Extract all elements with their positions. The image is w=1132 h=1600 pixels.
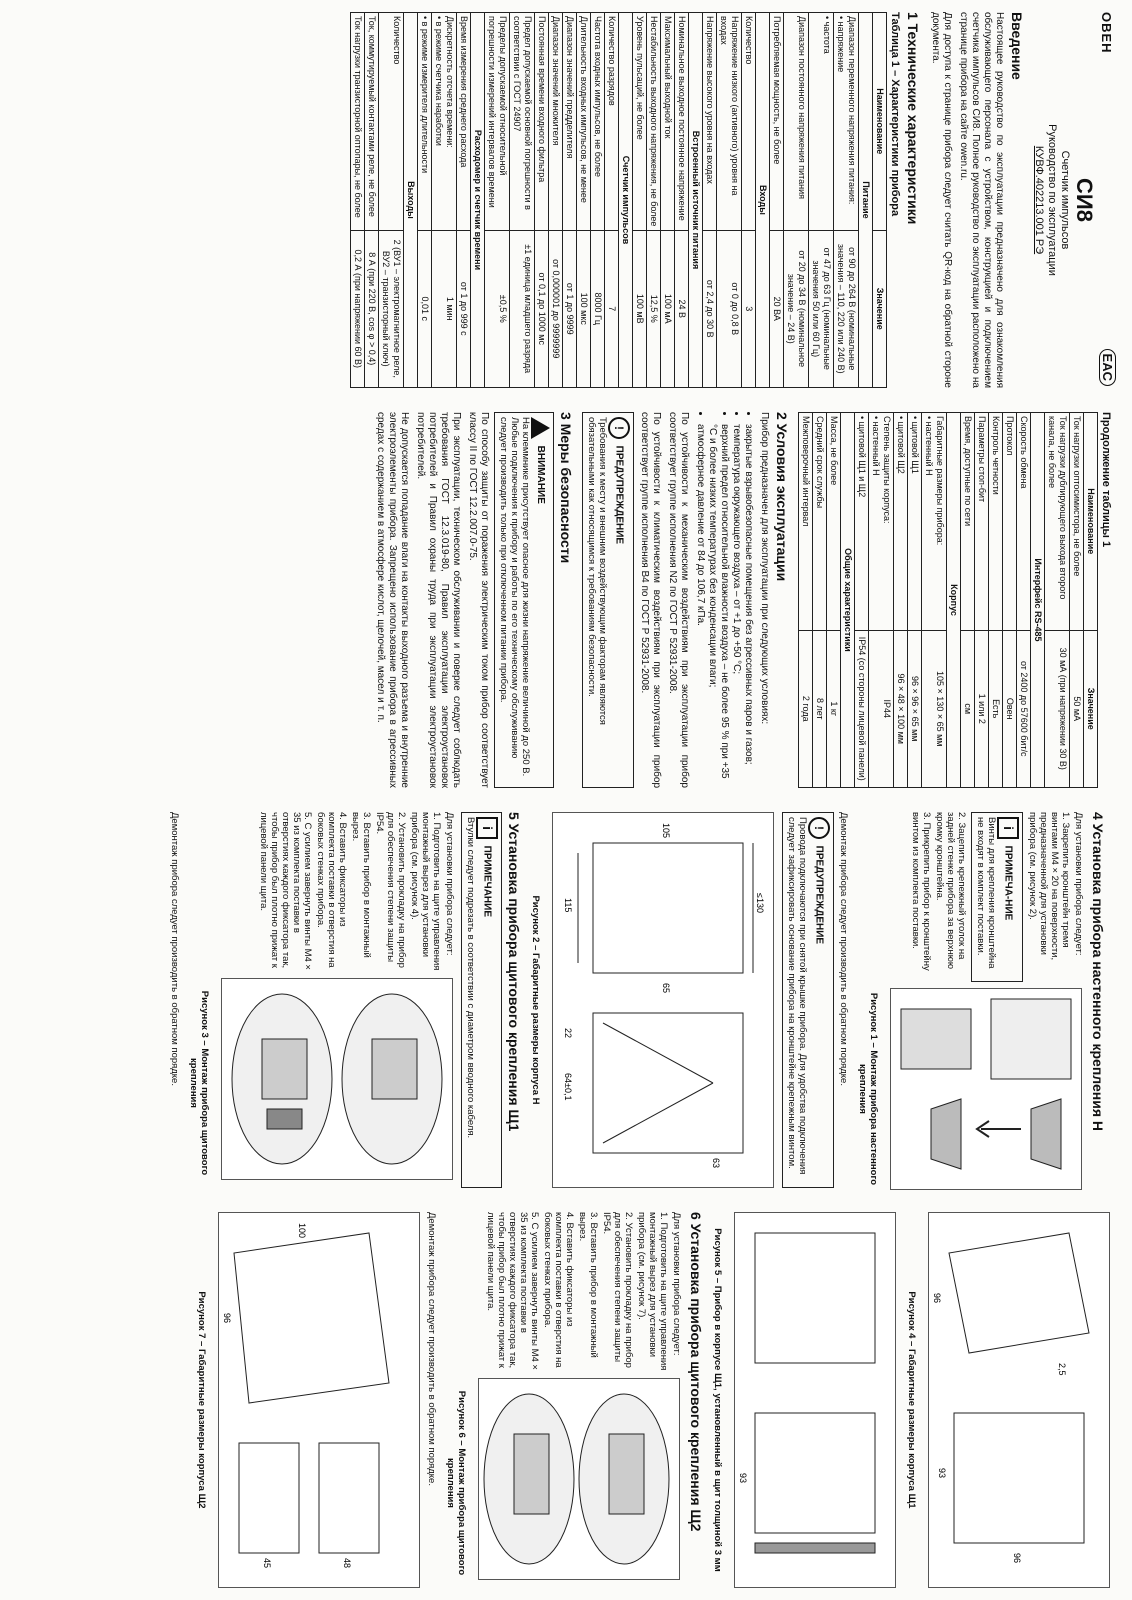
spec-value-cell: 100 мА (661, 230, 675, 388)
col-value-header: Значение (1084, 630, 1098, 788)
section-1-heading: 1 Технические характеристики (905, 12, 921, 225)
spec-row (365, 13, 379, 388)
dim-93-a: 93 (937, 1468, 947, 1479)
spec-name-cell: Нестабильность выходного напряжения, не более (647, 13, 661, 231)
spec-row (351, 13, 365, 388)
section-6-heading: 6 Установка прибора щитового крепления Щ2 (688, 1212, 704, 1532)
spec-name-cell: Номинальное выходное постоянное напряжение (675, 13, 689, 231)
warning-text-2: Провода подключаются при снятой крышке прибора. Для удобства подключения следует зафиксировать основание прибора на кронштейне крепежным винтом. (786, 817, 808, 1175)
spec-value-cell: от 2,4 до 30 В (703, 230, 717, 388)
document-title: СИ8 (1072, 178, 1097, 222)
figure-6-caption: Рисунок 6 – Монтаж прибора щитового крепления (445, 1390, 467, 1576)
spec-section-header: Входы (756, 13, 770, 388)
dim-115: 115 (563, 898, 573, 913)
eac-mark: EAC (1099, 349, 1116, 386)
spec-value-cell: от 2400 до 57600 бит/с (1017, 630, 1031, 788)
spec-row (1070, 413, 1084, 788)
section-5-step-3: 3. Вставить прибор в монтажный вырез. (350, 812, 372, 958)
column-4 (0, 1200, 1132, 1600)
condition-item: • температура окружающего воздуха – от +1 до +50 °С; (730, 424, 742, 788)
spec-value-cell: от 0,1 до 1000 мс (535, 230, 549, 388)
spec-row (689, 13, 703, 388)
warning-box (582, 412, 634, 788)
section-6-intro: Для установки прибора следует: (671, 1212, 682, 1356)
spec-name-cell: Время, доступные по сети (961, 413, 975, 631)
section-6-step-4: 4. Вставить фиксаторы из комплекта поставки в отверстия на боковых стенках прибора. (542, 1212, 575, 1368)
spec-row (404, 13, 418, 388)
figure-2-caption: Рисунок 2 – Габаритные размеры корпуса Н (530, 895, 541, 1105)
document-subtitle-2: Руководство по эксплуатации (1046, 124, 1058, 276)
spec-section-header: Встроенный источник питания (689, 13, 703, 388)
figure-4-caption: Рисунок 4 – Габаритные размеры корпуса Щ1 (906, 1291, 917, 1509)
dim-65: 65 (661, 983, 671, 994)
brand-logo: ОВЕН (1099, 12, 1114, 54)
spec-name-cell: • щитовой Щ1 (908, 413, 922, 631)
section-2-heading: 2 Условия эксплуатации (774, 412, 790, 582)
dim-2-5: 2,5 (1057, 1363, 1067, 1376)
table-1-caption: Таблица 1 – Характеристики прибора (889, 12, 901, 217)
spec-value-cell: от 0 до 0,8 В (717, 230, 742, 388)
spec-value-cell: IP54 (со стороны лицевой панели) (855, 630, 869, 788)
dim-93-b: 93 (738, 1473, 748, 1484)
spec-name-cell: Количество разрядов (605, 13, 619, 231)
spec-value-cell: 8 лет (813, 630, 827, 788)
spec-name-cell: Напряжение высокого уровня на входах (703, 13, 717, 231)
figure-7-dimensions-sh2 (218, 1212, 420, 1588)
spec-row (784, 13, 809, 388)
note-box (971, 812, 1023, 982)
spec-name-cell: Ток нагрузки транзисторной оптопары, не более (351, 13, 365, 231)
section-2-mechanical: По устойчивости к механическим воздействиям при эксплуатации прибор соответствует группе исполнения N2 по ГОСТ Р 52931-2008. (667, 412, 690, 788)
spec-name-cell: Дискретность отсчета времени: • в режиме счетчика наработки (432, 13, 457, 231)
spec-table-body (351, 13, 873, 388)
dim-48: 48 (342, 1558, 352, 1569)
figure-1-caption: Рисунок 1 – Монтаж прибора настенного крепления (857, 992, 879, 1186)
spec-value-cell: 7 (605, 230, 619, 388)
column-3 (0, 800, 1132, 1200)
spec-name-cell: Степень защиты корпуса: • настенный Н (869, 413, 894, 631)
spec-row (619, 13, 633, 388)
spec-name-cell: • в режиме измерителя длительности (418, 13, 432, 231)
table-1-cont-caption: Продолжение таблицы 1 (1100, 412, 1112, 548)
section-2-intro: Прибор предназначен для эксплуатации при следующих условиях: (759, 412, 770, 725)
spec-name-cell: Ток нагрузки оптосимистора, не более (1070, 413, 1084, 631)
spec-row (661, 13, 675, 388)
spec-value-cell: 1 кг (827, 630, 841, 788)
figure-3-caption: Рисунок 3 – Монтаж прибора щитового крепления (188, 990, 210, 1176)
intro-paragraph-2: Для доступа к странице прибора следует считать QR-код на обратной стороне документа. (930, 12, 953, 388)
spec-row (742, 13, 756, 388)
spec-section-header: Счетчик импульсов (619, 13, 633, 388)
section-2-climatic: По устойчивости к климатическим воздействиям при эксплуатации прибор соответствует группе исполнения В4 по ГОСТ Р 52931-2008. (639, 412, 662, 788)
spec-row (975, 413, 989, 788)
spec-name-cell: Диапазон постоянного напряжения питания (784, 13, 809, 231)
intro-paragraph-1: Настоящее руководство по эксплуатации предназначено для ознакомления обслуживающего персонала с устройством, конструкцией и подключением счетчика импульсов СИ8. Полное руководство по эксплуатации расположено на странице прибора на сайте owen.ru. (958, 12, 1005, 388)
warning-triangle-icon (531, 417, 550, 439)
spec-table-continued (798, 412, 1098, 788)
spec-name-cell: Ток, коммутируемый контактами реле, не более (365, 13, 379, 231)
spec-name-cell: Диапазон переменного напряжения питания: • напряжение (834, 13, 859, 231)
spec-row (605, 13, 619, 388)
spec-name-cell: Предел допускаемой основной погрешности в соответствии с ГОСТ 24907 (510, 13, 535, 231)
spec-name-cell: • щитовой Щ2 (894, 413, 908, 631)
spec-name-cell: Габаритные размеры прибора: • настенный Н (922, 413, 947, 631)
spec-name-cell: • щитовой Щ1 и Щ2 (855, 413, 869, 631)
section-5-step-4: 4. Вставить фиксаторы из комплекта поставки в отверстия на боковых стенках прибора. (315, 812, 348, 968)
spec-name-cell: Параметры стоп-бит (975, 413, 989, 631)
spec-section-header: Расходомер и счетчик времени (471, 13, 485, 388)
info-icon: i (997, 817, 1019, 839)
figure-4-dimensions-sh1 (928, 1212, 1110, 1588)
spec-section-header: Питание (859, 13, 873, 388)
spec-value-cell: 100 мкс (577, 230, 591, 388)
section-6-step-1: 1. Подготовить на щите управления монтажный вырез для установки прибора (см. рисунок 7). (636, 1212, 669, 1371)
dim-130: ≤130 (755, 893, 765, 913)
spec-row (633, 13, 647, 388)
spec-section-header: Интерфейс RS-485 (1031, 413, 1045, 788)
spec-row (799, 413, 813, 788)
dim-96-b: 96 (1012, 1553, 1022, 1564)
spec-value-cell: 24 В (675, 230, 689, 388)
spec-value-cell: ±0,5 % (485, 230, 510, 388)
section-6-closing: Демонтаж прибора следует производить в обратном порядке. (426, 1212, 437, 1486)
note-box-2 (461, 812, 502, 1188)
dim-105: 105 (661, 823, 671, 839)
figure-6-panel-mount-sh2 (478, 1378, 680, 1580)
condition-item: • закрытые взрывобезопасные помещения без агрессивных паров и газов; (742, 424, 754, 788)
spec-value-cell: 50 мА (1070, 630, 1084, 788)
section-3-heading: 3 Меры безопасности (558, 412, 574, 564)
dim-100: 100 (297, 1223, 307, 1239)
spec-value-cell: от 1 до 999 с (457, 230, 471, 388)
spec-section-header: Корпус (947, 413, 961, 788)
figure-5-caption: Рисунок 5 – Прибор в корпусе Щ1, установленный в щит толщиной 3 мм (712, 1228, 723, 1572)
spec-name-cell: Длительность входных импульсов, не менее (577, 13, 591, 231)
column-1 (0, 0, 1132, 400)
intro-heading: Введение (1009, 12, 1025, 80)
spec-row (563, 13, 577, 388)
spec-row (756, 13, 770, 388)
warning-heading: ПРЕДУПРЕЖДЕНИЕ (613, 445, 625, 545)
figure-3-panel-mount (221, 978, 453, 1180)
spec-row (647, 13, 661, 388)
spec-row (457, 13, 471, 388)
spec-value-cell: Есть (989, 630, 1003, 788)
section-5-closing: Демонтаж прибора следует производить в обратном порядке. (169, 812, 180, 1086)
warning-heading-2: ПРЕДУПРЕЖДЕНИЕ (813, 845, 825, 945)
dim-22: 22 (563, 1028, 573, 1039)
spec-value-cell: от 0,000001 до 9999999 (549, 230, 563, 388)
spec-name-cell: Диапазон значений предделителя (563, 13, 577, 231)
spec-value-cell: ±1 единица младшего разряда (510, 230, 535, 388)
spec-row (1031, 413, 1045, 788)
section-4-intro: Для установки прибора следует: (1073, 812, 1084, 956)
spec-row (591, 13, 605, 388)
spec-value-cell: 3 (742, 230, 756, 388)
spec-row (471, 13, 485, 388)
section-4-heading: 4 Установка прибора настенного крепления Н (1090, 812, 1106, 1132)
spec-row (549, 13, 563, 388)
spec-row (989, 413, 1003, 788)
conditions-list (694, 424, 754, 788)
spec-value-cell: 8 А (при 220 В, cos φ > 0,4) (365, 230, 379, 388)
dim-96-a: 96 (932, 1293, 942, 1304)
section-5-step-5: 5. С усилием завернуть винты М4 × 35 из комплекта поставки в отверстиях каждого фиксатора так, чтобы прибор был плотно прижат к лицевой панели щита. (258, 812, 313, 970)
section-5-heading: 5 Установка прибора щитового крепления Щ1 (506, 812, 522, 1132)
spec-value-cell: от 47 до 63 Гц (номинальные значения 50 или 60 Гц) (809, 230, 834, 388)
spec-row (922, 413, 947, 788)
section-6-step-5: 5. С усилием завернуть винты М4 × 35 из комплекта поставки в отверстиях каждого фиксатора так, чтобы прибор был плотно прижат к лицевой панели щита. (485, 1212, 540, 1370)
spec-value-cell: 105 × 130 × 65 мм (922, 630, 947, 788)
condition-item: • атмосферное давление от 84 до 106,7 кПа. (694, 424, 706, 788)
col-value-header: Значение (873, 230, 887, 388)
condition-item: • верхний предел относительной влажности воздуха – не более 95 % при +35 °С и более низких температурах без конденсации влаги; (706, 424, 730, 788)
spec-value-cell: от 90 до 264 В (номинальные значения – 110, 220 или 240 В) (834, 230, 859, 388)
spec-name-cell: Уровень пульсаций, не более (633, 13, 647, 231)
warning-text: Требования к месту и внешним воздействующим факторам являются обязательными как относящимся к требованиям безопасности. (586, 417, 608, 725)
info-icon: i (476, 817, 498, 839)
spec-row (535, 13, 549, 388)
spec-name-cell: Максимальный выходной ток (661, 13, 675, 231)
spec-row (418, 13, 432, 388)
spec-name-cell: Межповерочный интервал (799, 413, 813, 631)
spec-value-cell: 1 мин (432, 230, 457, 388)
note-heading: ПРИМЕЧА-НИЕ (1002, 845, 1014, 921)
spec-row (675, 13, 689, 388)
spec-row (855, 413, 869, 788)
col-name-header: Наименование (1084, 413, 1098, 631)
spec-value-cell: 96 × 48 × 100 мм (894, 630, 908, 788)
spec-row (869, 413, 894, 788)
spec-row (703, 13, 717, 388)
section-5-intro: Для установки прибора следует: (444, 812, 455, 956)
section-4-step-3: 3. Прикрепить прибор к кронштейну винтом из комплекта поставки. (910, 812, 932, 971)
spec-name-cell: Ток нагрузки дублирующего выхода второго канала, не более (1045, 413, 1070, 631)
spec-row (577, 13, 591, 388)
attention-heading: ВНИМАНИЕ (534, 445, 546, 504)
spec-row (1017, 413, 1031, 788)
section-5-step-2: 2. Установить прокладку на прибор для обеспечения степени защиты IP54. (374, 812, 407, 968)
spec-row (947, 413, 961, 788)
attention-text: На клеммнике присутствует опасное для жизни напряжение величиной до 250 В. Любые подключения к прибору и работы по его техническому обслуживанию следует производить только при отключенном питании прибора. (498, 417, 531, 777)
section-5-step-1: 1. Подготовить на щите управления монтажный вырез для установки прибора (см. рисунок 4). (409, 812, 442, 971)
spec-name-cell: Время измерения среднего расхода (457, 13, 471, 231)
col-name-header: Наименование (873, 13, 887, 231)
spec-row (770, 13, 784, 388)
section-4-step-1: 1. Закрепить кронштейн тремя винтами М4 × 20 на поверхности, предназначенной для установки прибора (см. рисунок 2). (1027, 812, 1071, 961)
spec-row (1045, 413, 1070, 788)
spec-row (717, 13, 742, 388)
spec-value-cell: см (961, 630, 975, 788)
spec-name-cell: Количество (379, 13, 404, 231)
spec-name-cell: Постоянная времени входного фильтра (535, 13, 549, 231)
spec-section-header: Общие характеристики (841, 413, 855, 788)
spec-value-cell: 12,5 % (647, 230, 661, 388)
spec-name-cell: Частота входных импульсов, не более (591, 13, 605, 231)
section-4-step-2: 2. Зацепить крепежный уголок на задней стенке прибора за верхнюю кромку кронштейна. (934, 812, 967, 969)
exclamation-circle-icon: ! (608, 417, 630, 439)
spec-value-cell: 30 мА (при напряжении 30 В) (1045, 630, 1070, 788)
document-subtitle-1: Счетчик импульсов (1059, 150, 1071, 250)
document-code: КУВФ.402213.001 РЭ (1033, 145, 1045, 255)
spec-value-cell: 2 (ВУ1 – электромагнитное реле, ВУ2 – транзисторный ключ) (379, 230, 404, 388)
dim-96-c: 96 (222, 1313, 232, 1324)
spec-value-cell: 20 ВА (770, 230, 784, 388)
spec-value-cell: 1 или 2 (975, 630, 989, 788)
figure-5-installed-sh1 (734, 1212, 896, 1588)
spec-value-cell: 96 × 96 × 65 мм (908, 630, 922, 788)
spec-section-header: Выходы (404, 13, 418, 388)
spec-name-cell: Потребляемая мощность, не более (770, 13, 784, 231)
spec-row (961, 413, 975, 788)
spec-name-cell: Пределы допускаемой относительной погрешности измерений интервалов времени (485, 13, 510, 231)
exclamation-circle-icon: ! (808, 817, 830, 839)
spec-row (432, 13, 457, 388)
spec-value-cell: от 20 до 34 В (номинальное значение – 24 В) (784, 230, 809, 388)
section-3-paragraph-1: По способу защиты от поражения электрическим током прибор соответствует классу II по ГОСТ 12.2.007.0-75. (467, 412, 490, 788)
spec-row (827, 413, 841, 788)
spec-name-cell: Диапазон значений множителя (549, 13, 563, 231)
spec-name-cell: Напряжение низкого (активного) уровня на входах (717, 13, 742, 231)
spec-value-cell: 0,01 с (418, 230, 432, 388)
column-2 (0, 400, 1132, 800)
section-4-closing: Демонтаж прибора следует производить в обратном порядке. (838, 812, 849, 1086)
spec-row (841, 413, 855, 788)
spec-row (908, 413, 922, 788)
spec-row (813, 413, 827, 788)
figure-1-wall-mount (890, 988, 1082, 1190)
note-heading-2: ПРИМЕЧАНИЕ (481, 845, 493, 918)
spec-name-cell: Количество (742, 13, 756, 231)
spec-row (1003, 413, 1017, 788)
attention-box (494, 412, 554, 788)
spec-name-cell: Масса, не более (827, 413, 841, 631)
spec-value-cell: Овен (1003, 630, 1017, 788)
spec-table-continued-body (799, 413, 1084, 788)
figure-2-dimensions-h (552, 812, 774, 1188)
spec-name-cell: Протокол (1003, 413, 1017, 631)
dim-45: 45 (262, 1558, 272, 1569)
warning-box-2 (782, 812, 834, 1188)
spec-row (834, 13, 859, 388)
spec-value-cell: от 1 до 9999 (563, 230, 577, 388)
spec-value-cell: 0,2 А (при напряжении 60 В) (351, 230, 365, 388)
spec-row (859, 13, 873, 388)
note-text: Винты для крепления кронштейна не входят в комплект поставки. (975, 817, 997, 969)
spec-row (894, 413, 908, 788)
spec-name-cell: • частота (809, 13, 834, 231)
spec-name-cell: Скорость обмена (1017, 413, 1031, 631)
dim-64: 64±0,1 (563, 1073, 573, 1101)
section-3-paragraph-3: Не допускается попадание влаги на контакты выходного разъема и внутренние электроэлементы прибора. Запрещено использование прибора в агрессивных средах с содержанием в атмосфере кислот, щелочей, масел и т. п. (375, 412, 410, 788)
spec-row (809, 13, 834, 388)
spec-value-cell: IP44 (869, 630, 894, 788)
spec-name-cell: Контроль четности (989, 413, 1003, 631)
spec-table (350, 12, 887, 388)
section-6-step-2: 2. Установить прокладку на прибор для обеспечения степени защиты IP54. (601, 1212, 634, 1368)
spec-row (485, 13, 510, 388)
note-text-2: Втулки следует подрезать в соответствии с диаметром вводного кабеля. (465, 817, 476, 1139)
spec-value-cell: 100 мВ (633, 230, 647, 388)
spec-name-cell: Средний срок службы (813, 413, 827, 631)
section-6-step-3: 3. Вставить прибор в монтажный вырез. (577, 1212, 599, 1358)
figure-7-caption: Рисунок 7 – Габаритные размеры корпуса Щ2 (196, 1291, 207, 1509)
spec-row (510, 13, 535, 388)
section-3-paragraph-2: При эксплуатации, техническом обслуживании и поверке следует соблюдать требования ГОСТ 12.3.019-80, Правил эксплуатации электроустановок потребителей и Правил охраны труда при эксплуатации электроустановок потребителей. (415, 412, 462, 788)
spec-value-cell: 8000 Гц (591, 230, 605, 388)
spec-row (379, 13, 404, 388)
dim-63: 63 (711, 1158, 721, 1169)
spec-value-cell: 2 года (799, 630, 813, 788)
